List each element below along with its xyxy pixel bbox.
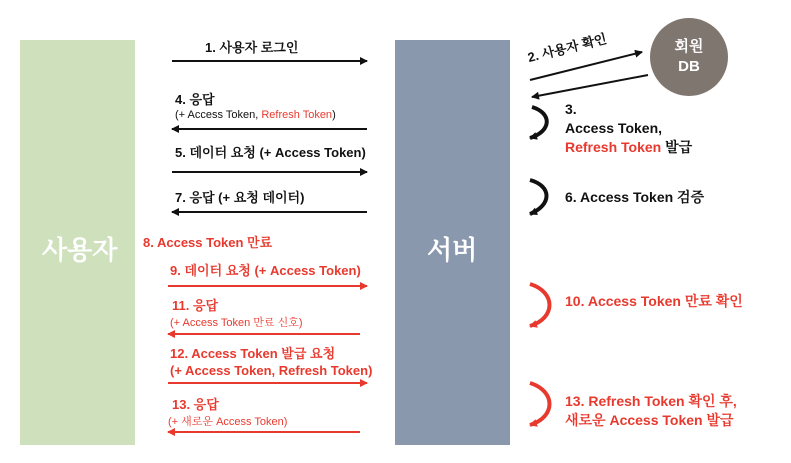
step8-label: 8. Access Token 만료 (143, 235, 273, 250)
step3-refresh-token: Refresh Token (565, 139, 662, 155)
server-lane-label: 서버 (427, 235, 478, 265)
step1-label: 1. 사용자 로그인 (205, 40, 299, 55)
curve-step10 (530, 284, 550, 326)
curve-step13 (530, 383, 550, 425)
db-label-line2: DB (678, 58, 700, 75)
step4-close: ) (332, 109, 336, 121)
step11-detail: (+ Access Token 만료 신호) (170, 317, 303, 329)
user-lane-label: 사용자 (42, 235, 118, 265)
step13-right-line2: 새로운 Access Token 발급 (565, 412, 734, 428)
step4-open: (+ Access Token, (175, 109, 262, 121)
step4-title: 4. 응답 (175, 92, 215, 107)
db-label-line1: 회원 (674, 38, 704, 55)
step3-number: 3. (565, 101, 577, 117)
curve-step3 (530, 107, 547, 138)
step13-right-line1: 13. Refresh Token 확인 후, (565, 393, 737, 409)
step4-refresh: Refresh Token (261, 109, 333, 121)
step12-line1: 12. Access Token 발급 요청 (170, 346, 336, 361)
curve-step6 (530, 180, 547, 214)
step13-detail: (+ 새로운 Access Token) (168, 416, 288, 428)
step3-issue-line (565, 138, 692, 157)
step3-access-token: Access Token, (565, 120, 663, 136)
step7-label: 7. 응답 (+ 요청 데이터) (175, 190, 305, 205)
step10-label: 10. Access Token 만료 확인 (565, 293, 743, 309)
step9-label: 9. 데이터 요청 (+ Access Token) (170, 263, 361, 278)
arrow-step3 (532, 75, 648, 97)
step13-title: 13. 응답 (172, 397, 219, 412)
step4-detail (175, 107, 336, 123)
step11-title: 11. 응답 (172, 298, 219, 313)
step3-issue: 발급 (661, 139, 693, 155)
step6-label: 6. Access Token 검증 (565, 189, 705, 205)
step12-line2: (+ Access Token, Refresh Token) (170, 363, 373, 378)
step2-label: 2. 사용자 확인 (526, 30, 609, 66)
step5-label: 5. 데이터 요청 (+ Access Token) (175, 145, 366, 160)
